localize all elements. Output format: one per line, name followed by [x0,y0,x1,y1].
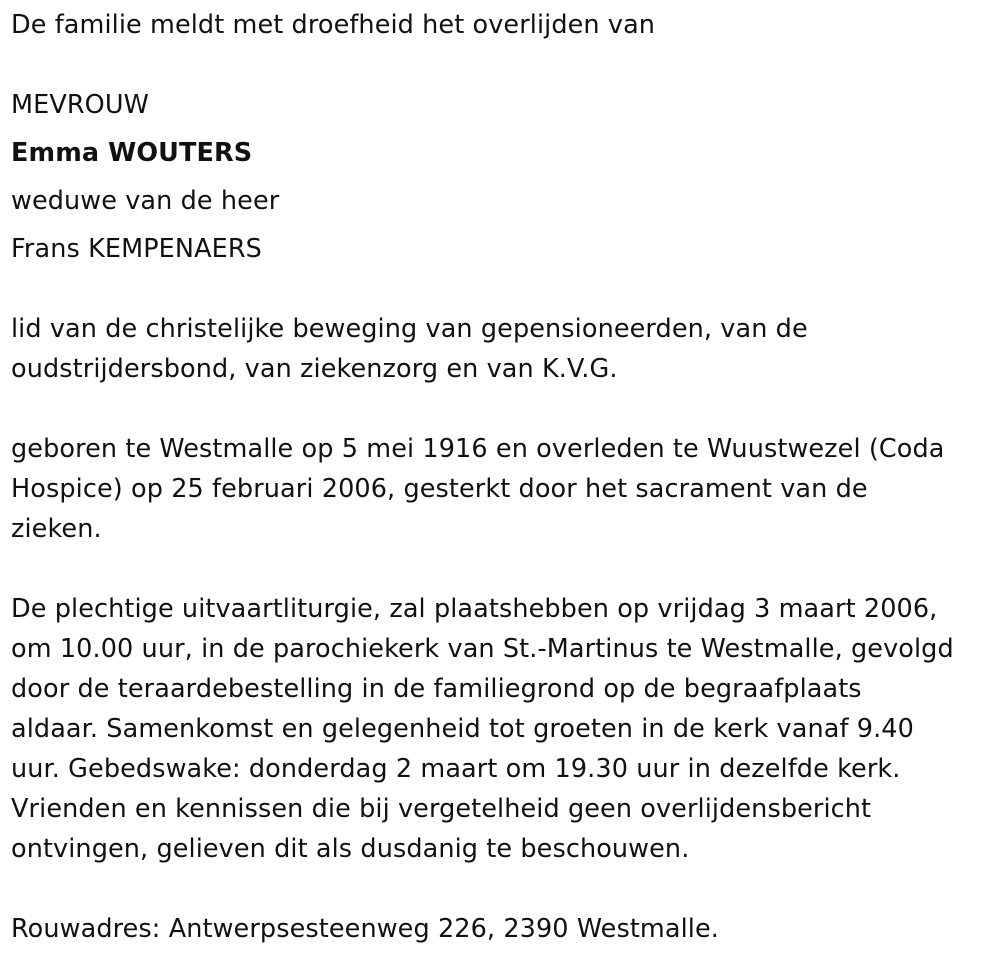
birth-death-line: zieken. [11,514,102,544]
funeral-line: uur. Gebedswake: donderdag 2 maart om 19.30 uur in dezelfde kerk. [11,754,901,784]
birth-death-line: geboren te Westmalle op 5 mei 1916 en overleden te Wuustwezel (Coda [11,434,945,464]
funeral-line: aldaar. Samenkomst en gelegenheid tot groeten in de kerk vanaf 9.40 [11,714,914,744]
membership-line: oudstrijdersbond, van ziekenzorg en van K.V.G. [11,354,618,384]
funeral-line: Vrienden en kennissen die bij vergetelheid geen overlijdensbericht [11,794,872,824]
funeral-line: De plechtige uitvaartliturgie, zal plaatshebben op vrijdag 3 maart 2006, [11,594,938,624]
spouse-name: Frans KEMPENAERS [11,234,262,264]
mourning-address: Rouwadres: Antwerpsesteenweg 226, 2390 Westmalle. [11,914,719,944]
membership-line: lid van de christelijke beweging van gepensioneerden, van de [11,314,808,344]
funeral-line: om 10.00 uur, in de parochiekerk van St.-Martinus te Westmalle, gevolgd [11,634,954,664]
funeral-line: ontvingen, gelieven dit als dusdanig te beschouwen. [11,834,690,864]
relation-text: weduwe van de heer [11,186,280,216]
intro-text: De familie meldt met droefheid het overlijden van [11,10,656,40]
birth-death-line: Hospice) op 25 februari 2006, gesterkt door het sacrament van de [11,474,868,504]
honorific-title: MEVROUW [11,90,149,120]
deceased-name: Emma WOUTERS [11,138,253,168]
funeral-line: door de teraardebestelling in de familiegrond op de begraafplaats [11,674,862,704]
